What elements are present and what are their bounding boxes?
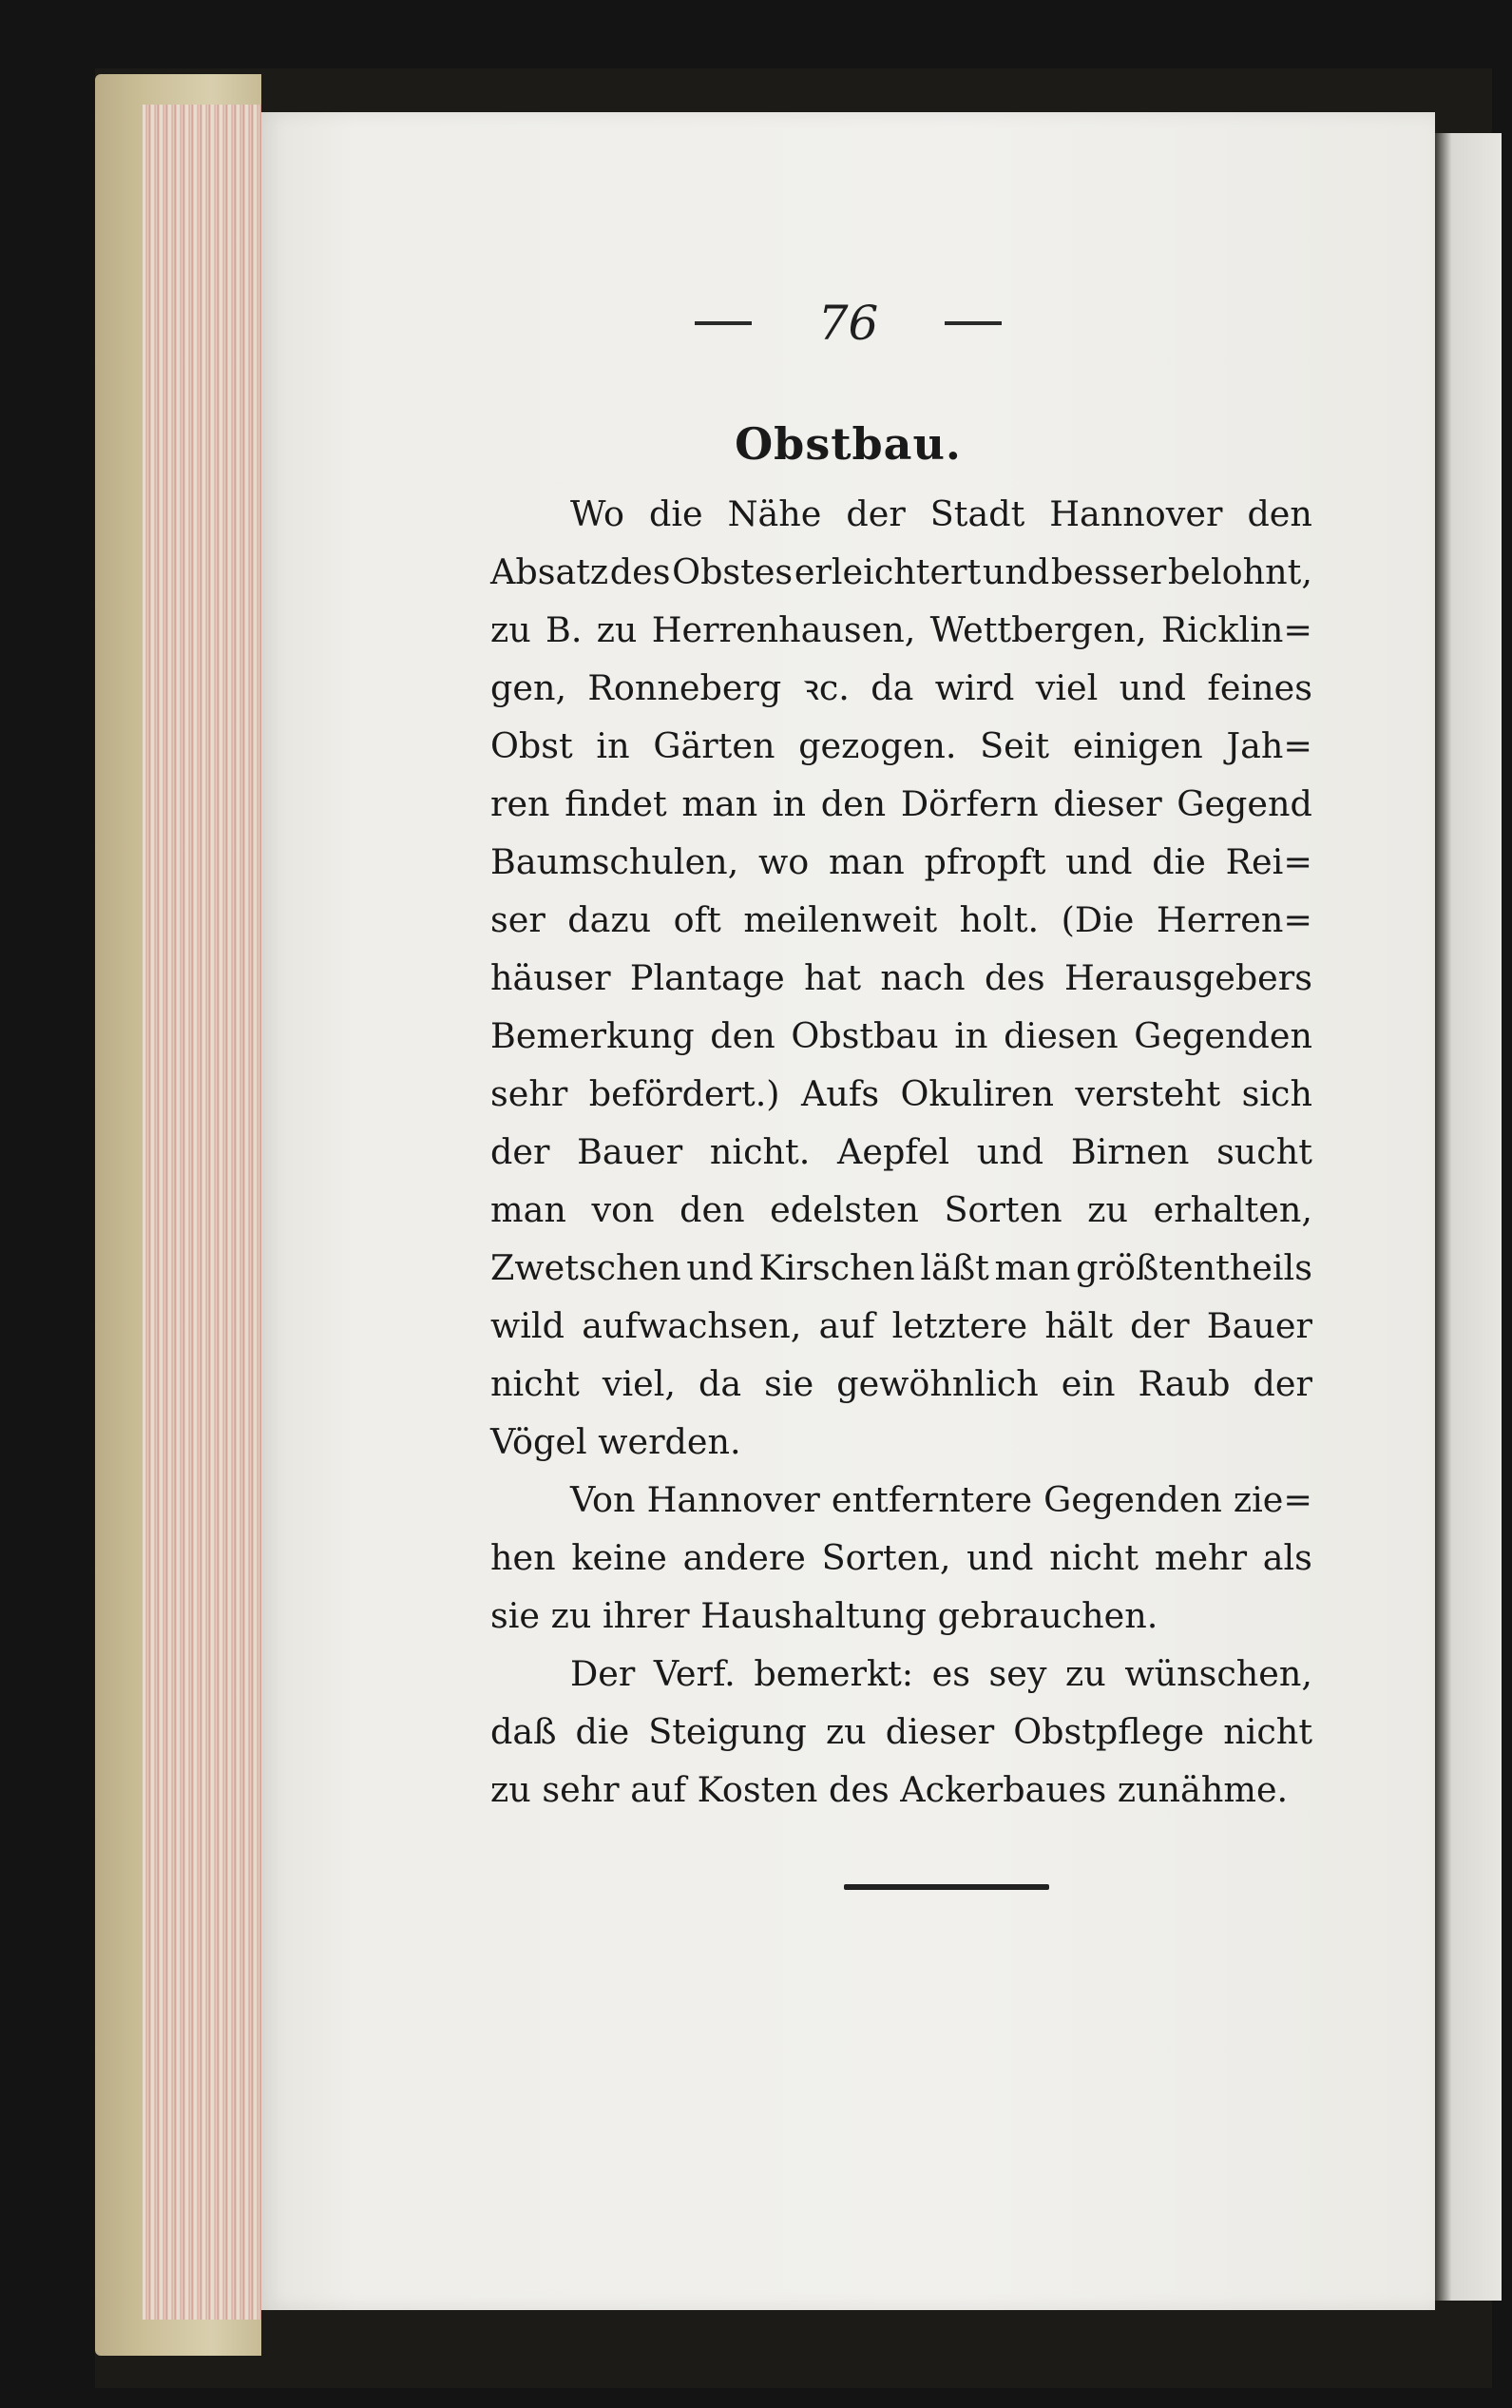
text-line: Vögel werden. bbox=[490, 1421, 741, 1462]
text-line: ser dazu oft meilenweit holt. (Die Herren= bbox=[490, 899, 1312, 940]
text-line: Der Verf. bemerkt: es sey zu wünschen, bbox=[570, 1653, 1312, 1694]
text-line: Absatz des Obstes erleichtert und besser belohnt, bbox=[490, 551, 1312, 592]
text-line: nicht viel, da sie gewöhnlich ein Raub der bbox=[490, 1363, 1312, 1404]
facing-page-edge bbox=[1435, 133, 1502, 2301]
text-line: hen keine andere Sorten, und nicht mehr als bbox=[490, 1537, 1312, 1578]
closing-rule bbox=[844, 1884, 1049, 1890]
text-line: häuser Plantage hat nach des Herausgebers bbox=[490, 957, 1312, 998]
text-line: gen, Ronneberg ꝛc. da wird viel und feines bbox=[490, 667, 1312, 708]
text-line: ren findet man in den Dörfern dieser Gegend bbox=[490, 783, 1312, 824]
text-line: Bemerkung den Obstbau in diesen Gegenden bbox=[490, 1015, 1312, 1056]
text-line: Wo die Nähe der Stadt Hannover den bbox=[570, 493, 1312, 534]
page-number: 76 bbox=[817, 296, 879, 351]
page-edges bbox=[143, 105, 261, 2320]
text-line: man von den edelsten Sorten zu erhalten, bbox=[490, 1189, 1312, 1230]
text-line: Von Hannover entferntere Gegenden zie= bbox=[570, 1479, 1312, 1520]
section-title: Obstbau. bbox=[735, 418, 962, 470]
text-line: Zwetschen und Kirschen läßt man größtentheils bbox=[490, 1247, 1312, 1288]
text-line: Baumschulen, wo man pfropft und die Rei= bbox=[490, 841, 1312, 882]
header-dash-left bbox=[695, 321, 752, 325]
text-line: Obst in Gärten gezogen. Seit einigen Jah= bbox=[490, 725, 1312, 766]
header-dash-right bbox=[945, 321, 1002, 325]
text-line: zu B. zu Herrenhausen, Wettbergen, Ricklin= bbox=[490, 609, 1312, 650]
text-line: der Bauer nicht. Aepfel und Birnen sucht bbox=[490, 1131, 1312, 1172]
text-line: daß die Steigung zu dieser Obstpflege nicht bbox=[490, 1711, 1312, 1752]
body-text bbox=[490, 485, 1312, 1819]
text-line: sehr befördert.) Aufs Okuliren versteht sich bbox=[490, 1073, 1312, 1114]
text-line: wild aufwachsen, auf letztere hält der Bauer bbox=[490, 1305, 1312, 1346]
page-header bbox=[261, 285, 1435, 361]
text-line: zu sehr auf Kosten des Ackerbaues zunähme. bbox=[490, 1769, 1289, 1810]
text-line: sie zu ihrer Haushaltung gebrauchen. bbox=[490, 1595, 1158, 1636]
